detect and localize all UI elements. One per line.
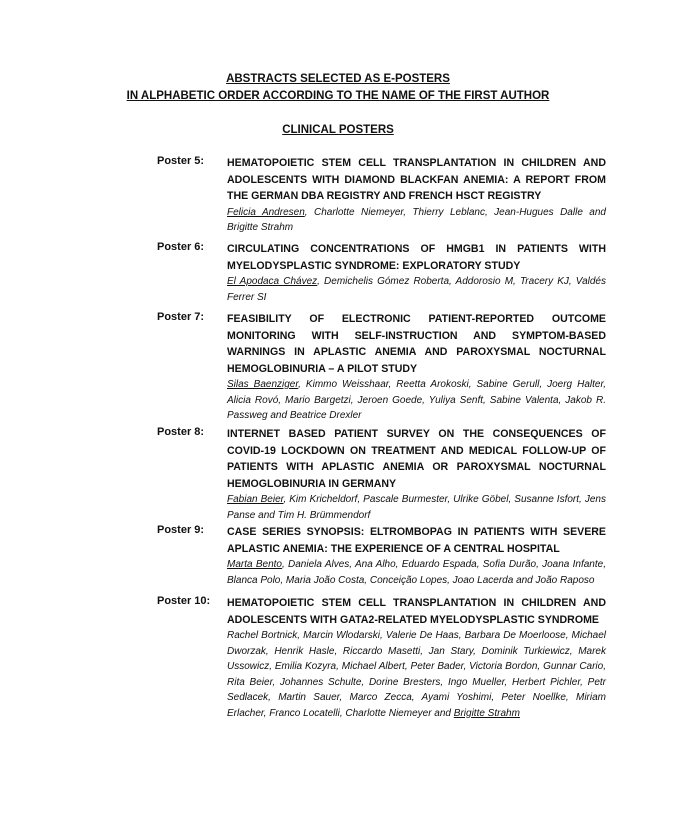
poster-label: Poster 5: bbox=[157, 155, 205, 167]
page-heading-line-2: IN ALPHABETIC ORDER ACCORDING TO THE NAME OF THE FIRST AUTHOR bbox=[126, 90, 550, 102]
page-heading-line-1: ABSTRACTS SELECTED AS E-POSTERS bbox=[226, 73, 450, 85]
poster-authors bbox=[227, 274, 606, 305]
poster-title: HEMATOPOIETIC STEM CELL TRANSPLANTATION IN CHILDREN AND ADOLESCENTS WITH GATA2-RELATED MYELODYSPLASTIC SYNDROME bbox=[227, 597, 606, 626]
presenting-author: Silas Baenziger bbox=[227, 379, 299, 390]
poster-title: CIRCULATING CONCENTRATIONS OF HMGB1 IN PATIENTS WITH MYELODYSPLASTIC SYNDROME: EXPLORATORY STUDY bbox=[227, 243, 606, 272]
poster-body bbox=[227, 241, 606, 305]
poster-body bbox=[227, 524, 606, 588]
poster-body bbox=[227, 595, 606, 721]
co-authors: Rachel Bortnick, Marcin Wlodarski, Valerie De Haas, Barbara De Moerloose, Michael Dworzak, Henrik Hasle, Riccardo Masetti, Jan Stary, Dominik Turkiewicz, Marek Ussowicz, Emilia Kozyra, Michael Albert, Peter Bader, Victoria Bordon, Gunnar Cario, Rita Beier, Johannes Schulte, Dorine Bresters, Ingo Mueller, Herbert Pichler, Petr Sedlacek, Martin Sauer, Marco Zecca, Ayami Yoshimi, Peter Noellke, Miriam Erlacher, Franco Locatelli, Charlotte Niemeyer and bbox=[227, 630, 606, 719]
poster-body bbox=[227, 311, 606, 424]
section-heading: CLINICAL POSTERS bbox=[282, 124, 394, 136]
poster-label: Poster 6: bbox=[157, 241, 205, 253]
poster-body bbox=[227, 426, 606, 523]
presenting-author: Felicia Andresen bbox=[227, 206, 305, 218]
presenting-author: Fabian Beier bbox=[227, 494, 284, 505]
poster-authors bbox=[227, 205, 606, 236]
poster-authors bbox=[227, 492, 606, 523]
presenting-author: Marta Bento bbox=[227, 559, 282, 570]
poster-title: CASE SERIES SYNOPSIS: ELTROMBOPAG IN PATIENTS WITH SEVERE APLASTIC ANEMIA: THE EXPERIENCE OF A CENTRAL HOSPITAL bbox=[227, 526, 606, 555]
poster-authors bbox=[227, 377, 606, 424]
poster-body bbox=[227, 155, 606, 236]
poster-label: Poster 7: bbox=[157, 311, 205, 323]
poster-authors bbox=[227, 557, 606, 588]
presenting-author: Brigitte Strahm bbox=[453, 707, 520, 719]
co-authors: , Demichelis Gómez Roberta, Addorosio M, Tracery KJ, Valdés Ferrer SI bbox=[227, 276, 606, 303]
co-authors: , Kim Kricheldorf, Pascale Burmester, Ulrike Göbel, Susanne Isfort, Jens Panse and Tim H. Brümmendorf bbox=[227, 494, 606, 521]
poster-label: Poster 10: bbox=[157, 595, 211, 607]
presenting-author: El Apodaca Chávez bbox=[227, 276, 318, 287]
co-authors: , Daniela Alves, Ana Alho, Eduardo Espada, Sofia Durão, Joana Infante, Blanca Polo, Maria João Costa, Conceição Lopes, Joao Lacerda and João Raposo bbox=[227, 559, 606, 586]
poster-label: Poster 8: bbox=[157, 426, 205, 438]
poster-title: INTERNET BASED PATIENT SURVEY ON THE CONSEQUENCES OF COVID-19 LOCKDOWN ON TREATMENT AND MEDICAL FOLLOW-UP OF PATIENTS WITH APLASTIC ANEMIA OR PAROXYSMAL NOCTURNAL HEMOGLOBINURIA IN GERMANY bbox=[227, 428, 606, 490]
poster-authors bbox=[227, 628, 606, 721]
poster-title: HEMATOPOIETIC STEM CELL TRANSPLANTATION IN CHILDREN AND ADOLESCENTS WITH DIAMOND BLACKFAN ANEMIA: A REPORT FROM THE GERMAN DBA REGISTRY AND FRENCH HSCT REGISTRY bbox=[227, 157, 606, 202]
co-authors: , Kimmo Weisshaar, Reetta Arokoski, Sabine Gerull, Joerg Halter, Alicia Rovó, Mario Bargetzi, Jeroen Goede, Yuliya Senft, Sabine Valenta, Jakob R. Passweg and Beatrice Drexler bbox=[227, 379, 607, 421]
poster-label: Poster 9: bbox=[157, 524, 205, 536]
poster-title: FEASIBILITY OF ELECTRONIC PATIENT-REPORTED OUTCOME MONITORING WITH SELF-INSTRUCTION AND SYMPTOM-BASED WARNINGS IN APLASTIC ANEMIA AND PAROXYSMAL NOCTURNAL HEMOGLOBINURIA – A PILOT STUDY bbox=[227, 313, 606, 375]
co-authors: , Charlotte Niemeyer, Thierry Leblanc, Jean-Hugues Dalle and Brigitte Strahm bbox=[227, 206, 606, 233]
